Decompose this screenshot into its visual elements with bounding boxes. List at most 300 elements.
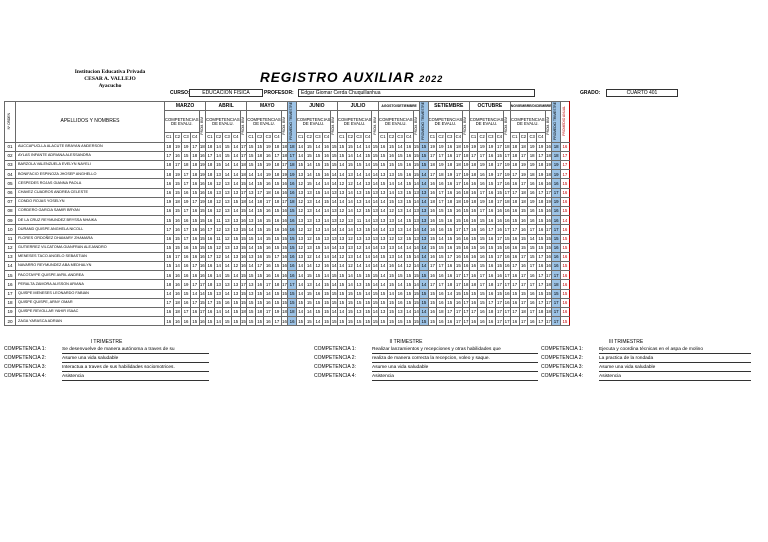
competencias-header: COMPETENCIAS DE EVALU. bbox=[510, 111, 545, 133]
grade-cell: 15 bbox=[223, 271, 232, 280]
grade-cell: 14 bbox=[322, 252, 331, 261]
prom-bim-cell: 16 bbox=[199, 262, 206, 271]
grade-cell: 15 bbox=[363, 188, 372, 197]
c-header: C2 bbox=[519, 133, 528, 142]
prom-bim-cell: 15 bbox=[240, 289, 247, 298]
grade-cell: 15 bbox=[445, 225, 454, 234]
grade-cell: 17 bbox=[510, 188, 519, 197]
prom-bim-cell: 18 bbox=[463, 151, 470, 160]
trimester-prom-cell: 18 bbox=[288, 142, 297, 151]
grade-cell: 14 bbox=[223, 289, 232, 298]
grade-cell: 13 bbox=[379, 234, 388, 243]
grade-cell: 18 bbox=[487, 197, 496, 206]
grade-cell: 13 bbox=[322, 234, 331, 243]
grade-cell: 16 bbox=[264, 298, 273, 307]
trimester-prom-cell: 19 bbox=[552, 197, 561, 206]
grade-cell: 14 bbox=[322, 271, 331, 280]
prom-bim-cell: 13 bbox=[413, 206, 420, 215]
annual-prom-cell: 15 bbox=[560, 289, 569, 298]
grade-cell: 16 bbox=[182, 188, 191, 197]
grade-cell: 19 bbox=[437, 161, 446, 170]
grade-cell: 13 bbox=[223, 216, 232, 225]
grade-cell: 13 bbox=[355, 188, 364, 197]
grade-cell: 15 bbox=[404, 188, 413, 197]
grade-cell: 14 bbox=[355, 142, 364, 151]
grade-cell: 15 bbox=[296, 298, 305, 307]
grade-cell: 13 bbox=[314, 225, 323, 234]
grade-cell: 15 bbox=[296, 317, 305, 326]
grade-cell: 14 bbox=[322, 206, 331, 215]
grade-cell: 17 bbox=[273, 151, 282, 160]
prom-bim-cell: 14 bbox=[372, 308, 379, 317]
grade-cell: 18 bbox=[165, 142, 174, 151]
grade-cell: 17 bbox=[528, 262, 537, 271]
grade-cell: 15 bbox=[255, 179, 264, 188]
grade-cell: 16 bbox=[437, 225, 446, 234]
grade-cell: 14 bbox=[247, 225, 256, 234]
grade-cell: 16 bbox=[173, 271, 182, 280]
grade-cell: 13 bbox=[396, 206, 405, 215]
grade-cell: 16 bbox=[528, 298, 537, 307]
grade-cell: 17 bbox=[454, 308, 463, 317]
prom-bim-cell: 15 bbox=[413, 170, 420, 179]
prom-bim-cell: 15 bbox=[240, 206, 247, 215]
prom-bim-cell: 16 bbox=[463, 234, 470, 243]
grade-cell: 15 bbox=[396, 161, 405, 170]
prom-bim-header bbox=[281, 111, 288, 142]
prom-bim-cell: 14 bbox=[413, 197, 420, 206]
grade-cell: 16 bbox=[445, 262, 454, 271]
grade-cell: 17 bbox=[428, 170, 437, 179]
prom-bim-cell: 17 bbox=[240, 188, 247, 197]
grade-cell: 17 bbox=[454, 179, 463, 188]
c-header: C1 bbox=[337, 133, 346, 142]
c-header: C1 bbox=[296, 133, 305, 142]
grade-cell: 17 bbox=[182, 225, 191, 234]
competencia-label: COMPETENCIA 1: bbox=[314, 346, 356, 352]
grade-cell: 15 bbox=[478, 289, 487, 298]
prom-bim-cell: 16 bbox=[504, 206, 511, 215]
grade-cell: 15 bbox=[495, 243, 504, 252]
prom-bim-cell: 13 bbox=[372, 234, 379, 243]
trimester-prom-cell: 14 bbox=[420, 170, 429, 179]
grade-cell: 14 bbox=[255, 234, 264, 243]
grade-cell: 14 bbox=[296, 280, 305, 289]
c-header: C2 bbox=[214, 133, 223, 142]
grade-cell: 17 bbox=[536, 252, 545, 261]
grade-cell: 14 bbox=[346, 188, 355, 197]
grade-cell: 16 bbox=[165, 206, 174, 215]
prom-bim-cell: 17 bbox=[504, 271, 511, 280]
trimester-prom-header bbox=[552, 102, 561, 143]
grade-cell: 18 bbox=[536, 161, 545, 170]
grade-cell: 14 bbox=[363, 252, 372, 261]
grade-cell: 15 bbox=[404, 179, 413, 188]
competencia-text: Interactua a traves de sus habilidades sociomotrices. bbox=[62, 364, 209, 372]
grade-cell: 15 bbox=[182, 151, 191, 160]
grade-cell: 15 bbox=[487, 252, 496, 261]
trimester-title: II TRIMESTRE bbox=[389, 339, 423, 345]
prom-bim-cell: 15 bbox=[331, 298, 338, 307]
grade-cell: 12 bbox=[346, 262, 355, 271]
grade-cell: 15 bbox=[223, 142, 232, 151]
grade-cell: 19 bbox=[528, 142, 537, 151]
grade-cell: 18 bbox=[519, 308, 528, 317]
grade-cell: 16 bbox=[165, 308, 174, 317]
competencia-label: COMPETENCIA 4: bbox=[541, 373, 583, 379]
grade-cell: 17 bbox=[528, 308, 537, 317]
prom-bim-cell: 16 bbox=[281, 317, 288, 326]
competencias-header: COMPETENCIAS DE EVALU. bbox=[296, 111, 331, 133]
prom-bim-cell: 16 bbox=[463, 243, 470, 252]
student-name: QUISPE REVOLLAR YAHIR ISAAC bbox=[16, 308, 165, 317]
trimester-prom-cell: 16 bbox=[288, 216, 297, 225]
grade-cell: 15 bbox=[190, 317, 199, 326]
grade-cell: 15 bbox=[355, 317, 364, 326]
grade-cell: 14 bbox=[314, 280, 323, 289]
month-header: MARZO bbox=[165, 102, 206, 111]
grade-cell: 16 bbox=[404, 170, 413, 179]
prom-bim-cell: 19 bbox=[199, 170, 206, 179]
grade-cell: 16 bbox=[428, 188, 437, 197]
grade-cell: 14 bbox=[264, 289, 273, 298]
grade-cell: 14 bbox=[396, 142, 405, 151]
grade-cell: 15 bbox=[379, 252, 388, 261]
prom-bim-header bbox=[504, 111, 511, 142]
table-row bbox=[5, 197, 570, 206]
table-row bbox=[5, 252, 570, 261]
grade-cell: 17 bbox=[190, 280, 199, 289]
grade-cell: 15 bbox=[379, 298, 388, 307]
grade-cell: 15 bbox=[273, 243, 282, 252]
trimester-prom-cell: 19 bbox=[552, 170, 561, 179]
prom-bim-cell: 18 bbox=[504, 142, 511, 151]
grade-cell: 16 bbox=[264, 151, 273, 160]
prom-bim-cell: 17 bbox=[240, 280, 247, 289]
grade-cell: 13 bbox=[396, 225, 405, 234]
grade-cell: 14 bbox=[214, 142, 223, 151]
grade-cell: 17 bbox=[478, 206, 487, 215]
row-number: 19 bbox=[5, 308, 16, 317]
grade-cell: 15 bbox=[437, 243, 446, 252]
grade-cell: 13 bbox=[231, 252, 240, 261]
prom-bim-cell: 13 bbox=[413, 234, 420, 243]
prom-bim-cell: 18 bbox=[240, 161, 247, 170]
grade-cell: 15 bbox=[387, 161, 396, 170]
grade-cell: 15 bbox=[404, 252, 413, 261]
grade-cell: 14 bbox=[314, 317, 323, 326]
grade-cell: 14 bbox=[214, 271, 223, 280]
grade-cell: 15 bbox=[519, 234, 528, 243]
grade-cell: 18 bbox=[273, 142, 282, 151]
grade-cell: 18 bbox=[519, 188, 528, 197]
prom-bim-cell: 19 bbox=[504, 161, 511, 170]
grade-cell: 17 bbox=[454, 225, 463, 234]
prom-bim-cell: 18 bbox=[545, 280, 552, 289]
grade-cell: 12 bbox=[296, 206, 305, 215]
table-row bbox=[5, 234, 570, 243]
annual-prom-cell: 15 bbox=[560, 179, 569, 188]
grade-cell: 14 bbox=[363, 197, 372, 206]
grade-cell: 14 bbox=[404, 206, 413, 215]
grade-cell: 18 bbox=[445, 280, 454, 289]
grade-cell: 16 bbox=[182, 271, 191, 280]
grade-cell: 17 bbox=[454, 271, 463, 280]
grade-cell: 19 bbox=[478, 161, 487, 170]
grade-cell: 12 bbox=[214, 252, 223, 261]
grade-cell: 14 bbox=[404, 225, 413, 234]
prom-bim-cell: 18 bbox=[199, 142, 206, 151]
row-number: 09 bbox=[5, 216, 16, 225]
grade-cell: 14 bbox=[445, 289, 454, 298]
grade-cell: 13 bbox=[346, 170, 355, 179]
grade-cell: 16 bbox=[445, 317, 454, 326]
grade-cell: 16 bbox=[528, 188, 537, 197]
prom-bim-cell: 14 bbox=[372, 243, 379, 252]
grade-cell: 14 bbox=[363, 170, 372, 179]
prom-bim-cell: 15 bbox=[240, 243, 247, 252]
grade-cell: 15 bbox=[214, 161, 223, 170]
grade-cell: 16 bbox=[478, 170, 487, 179]
prom-bim-cell: 14 bbox=[413, 243, 420, 252]
grade-cell: 14 bbox=[387, 289, 396, 298]
prom-bim-cell: 14 bbox=[331, 197, 338, 206]
prom-bim-cell: 16 bbox=[504, 252, 511, 261]
prom-bim-cell: 19 bbox=[199, 161, 206, 170]
grade-cell: 17 bbox=[182, 179, 191, 188]
prom-bim-cell: 17 bbox=[281, 197, 288, 206]
row-number: 15 bbox=[5, 271, 16, 280]
grade-cell: 18 bbox=[454, 161, 463, 170]
grade-cell: 16 bbox=[469, 271, 478, 280]
prom-bim-cell: 19 bbox=[463, 161, 470, 170]
grade-cell: 13 bbox=[231, 188, 240, 197]
prom-bim-cell: 16 bbox=[199, 151, 206, 160]
prom-bim-cell: 16 bbox=[545, 216, 552, 225]
student-name: GUTIERREZ VILCATOMA GIANFRAN ALEJANDRO bbox=[16, 243, 165, 252]
grade-cell: 15 bbox=[255, 243, 264, 252]
prom-bim-cell: 15 bbox=[281, 298, 288, 307]
grade-cell: 16 bbox=[445, 271, 454, 280]
grade-cell: 16 bbox=[437, 271, 446, 280]
grade-cell: 17 bbox=[173, 252, 182, 261]
school-line-2: CESAR A. VALLEJO bbox=[84, 76, 136, 82]
c-header: C4 bbox=[190, 133, 199, 142]
trimester-prom-cell: 14 bbox=[420, 308, 429, 317]
grade-cell: 13 bbox=[223, 243, 232, 252]
prom-bim-cell: 16 bbox=[199, 188, 206, 197]
c-header: C2 bbox=[437, 133, 446, 142]
student-name: FLORES ORDOÑEZ DHAMARY ZHAMARA bbox=[16, 234, 165, 243]
prom-bim-text: PROM. BIM bbox=[504, 116, 509, 135]
trimester-prom-cell: 16 bbox=[288, 271, 297, 280]
grade-cell: 15 bbox=[396, 271, 405, 280]
prom-bim-cell: 14 bbox=[331, 243, 338, 252]
prom-bim-cell: 14 bbox=[413, 308, 420, 317]
grade-cell: 18 bbox=[273, 170, 282, 179]
grade-cell: 15 bbox=[363, 298, 372, 307]
grade-cell: 13 bbox=[346, 243, 355, 252]
c-header: C1 bbox=[379, 133, 388, 142]
prom-bim-cell: 18 bbox=[545, 151, 552, 160]
grade-cell: 19 bbox=[437, 142, 446, 151]
prom-bim-cell: 16 bbox=[199, 271, 206, 280]
grade-cell: 16 bbox=[510, 234, 519, 243]
prom-bim-cell: 14 bbox=[372, 225, 379, 234]
row-number: 16 bbox=[5, 280, 16, 289]
row-number: 04 bbox=[5, 170, 16, 179]
grade-cell: 16 bbox=[445, 179, 454, 188]
grade-cell: 16 bbox=[190, 206, 199, 215]
trimester-prom-cell: 14 bbox=[420, 197, 429, 206]
row-number: 02 bbox=[5, 151, 16, 160]
grade-cell: 16 bbox=[469, 179, 478, 188]
prom-bim-cell: 18 bbox=[463, 188, 470, 197]
trimester-prom-cell: 18 bbox=[288, 197, 297, 206]
grade-cell: 15 bbox=[536, 289, 545, 298]
c-header: C2 bbox=[346, 133, 355, 142]
grade-cell: 16 bbox=[487, 317, 496, 326]
grade-cell: 18 bbox=[255, 197, 264, 206]
month-header: AGOSTO/SETIEMBRE bbox=[379, 102, 420, 111]
trimester-prom-cell: 15 bbox=[420, 271, 429, 280]
grade-cell: 12 bbox=[214, 206, 223, 215]
grade-cell: 15 bbox=[314, 161, 323, 170]
c-header: C4 bbox=[536, 133, 545, 142]
grade-cell: 17 bbox=[206, 298, 215, 307]
grade-cell: 16 bbox=[206, 262, 215, 271]
prom-bim-cell: 14 bbox=[331, 280, 338, 289]
grade-cell: 15 bbox=[322, 308, 331, 317]
grade-cell: 13 bbox=[296, 234, 305, 243]
grade-cell: 15 bbox=[255, 289, 264, 298]
grade-cell: 15 bbox=[322, 280, 331, 289]
competencia-text: Asume una vida saludable bbox=[372, 364, 538, 372]
trimester-prom-cell: 15 bbox=[420, 289, 429, 298]
grade-cell: 13 bbox=[337, 243, 346, 252]
grade-cell: 17 bbox=[495, 170, 504, 179]
prom-bim-cell: 14 bbox=[331, 262, 338, 271]
grade-cell: 14 bbox=[255, 170, 264, 179]
grade-cell: 13 bbox=[305, 243, 314, 252]
c-header: C4 bbox=[322, 133, 331, 142]
c-header: C4 bbox=[454, 133, 463, 142]
grade-cell: 16 bbox=[469, 317, 478, 326]
prom-bim-cell: 19 bbox=[504, 170, 511, 179]
grade-cell: 14 bbox=[231, 271, 240, 280]
grade-cell: 16 bbox=[273, 225, 282, 234]
grade-cell: 15 bbox=[314, 170, 323, 179]
competencias-header: COMPETENCIAS DE EVALU. bbox=[469, 111, 504, 133]
prom-bim-text: PROM. BIM bbox=[281, 116, 286, 135]
grade-cell: 14 bbox=[223, 170, 232, 179]
grade-cell: 13 bbox=[305, 188, 314, 197]
prom-bim-cell: 16 bbox=[545, 252, 552, 261]
row-number: 20 bbox=[5, 317, 16, 326]
trimester-prom-cell: 18 bbox=[552, 142, 561, 151]
table-row bbox=[5, 262, 570, 271]
grade-cell: 15 bbox=[510, 289, 519, 298]
trimester-prom-cell: 13 bbox=[420, 234, 429, 243]
prom-bim-cell: 16 bbox=[545, 179, 552, 188]
prom-bim-cell: 15 bbox=[372, 142, 379, 151]
grade-cell: 15 bbox=[231, 317, 240, 326]
c-header: C3 bbox=[223, 133, 232, 142]
grade-cell: 17 bbox=[478, 188, 487, 197]
table-row bbox=[5, 161, 570, 170]
competencia-text: La practica de la rondada bbox=[599, 355, 751, 363]
grade-cell: 15 bbox=[255, 206, 264, 215]
trimester-prom-cell: 15 bbox=[552, 289, 561, 298]
grade-cell: 13 bbox=[214, 289, 223, 298]
row-number: 01 bbox=[5, 142, 16, 151]
prom-bim-cell: 16 bbox=[199, 252, 206, 261]
grade-cell: 15 bbox=[428, 289, 437, 298]
competencia-text: Asistencia bbox=[599, 373, 751, 381]
grade-cell: 15 bbox=[387, 298, 396, 307]
prom-bim-cell: 14 bbox=[413, 280, 420, 289]
prom-bim-cell: 15 bbox=[199, 216, 206, 225]
annual-prom-cell: 15 bbox=[560, 234, 569, 243]
grade-cell: 17 bbox=[528, 225, 537, 234]
grade-cell: 15 bbox=[478, 216, 487, 225]
grade-cell: 14 bbox=[322, 179, 331, 188]
grade-cell: 15 bbox=[495, 151, 504, 160]
grade-cell: 14 bbox=[396, 216, 405, 225]
grade-cell: 16 bbox=[510, 179, 519, 188]
prom-bim-cell: 16 bbox=[240, 216, 247, 225]
grade-cell: 15 bbox=[273, 234, 282, 243]
prom-bim-header bbox=[331, 111, 338, 142]
grade-cell: 18 bbox=[173, 197, 182, 206]
trimester-prom-cell: 16 bbox=[288, 188, 297, 197]
student-name: ZAGA YARASCA ADRIAN bbox=[16, 317, 165, 326]
prom-bim-cell: 14 bbox=[372, 262, 379, 271]
grade-cell: 18 bbox=[206, 142, 215, 151]
grade-cell: 17 bbox=[519, 252, 528, 261]
grade-cell: 13 bbox=[355, 197, 364, 206]
month-header: OCTUBRE bbox=[469, 102, 510, 111]
profesor-label: PROFESOR: bbox=[264, 90, 294, 96]
prom-bim-text: PROM. BIM bbox=[331, 116, 336, 135]
grade-cell: 15 bbox=[379, 317, 388, 326]
grade-cell: 17 bbox=[182, 234, 191, 243]
prom-bim-header bbox=[463, 111, 470, 142]
prom-bim-cell: 14 bbox=[331, 252, 338, 261]
competencia-text: Asistencia bbox=[62, 373, 209, 381]
grade-cell: 18 bbox=[454, 197, 463, 206]
grade-cell: 16 bbox=[404, 151, 413, 160]
grade-cell: 15 bbox=[387, 271, 396, 280]
prom-bim-cell: 17 bbox=[504, 317, 511, 326]
grade-cell: 16 bbox=[264, 243, 273, 252]
grade-cell: 16 bbox=[190, 234, 199, 243]
grade-cell: 16 bbox=[255, 280, 264, 289]
prom-bim-cell: 18 bbox=[463, 280, 470, 289]
c-header: C1 bbox=[165, 133, 174, 142]
grade-cell: 15 bbox=[206, 317, 215, 326]
grade-cell: 17 bbox=[255, 262, 264, 271]
grade-cell: 15 bbox=[247, 142, 256, 151]
grade-cell: 13 bbox=[379, 188, 388, 197]
month-header: JULIO bbox=[337, 102, 378, 111]
grade-cell: 19 bbox=[519, 170, 528, 179]
grade-cell: 16 bbox=[206, 179, 215, 188]
grade-cell: 14 bbox=[528, 234, 537, 243]
grade-cell: 16 bbox=[528, 271, 537, 280]
grade-cell: 11 bbox=[214, 216, 223, 225]
student-name: PACOTAYPE QUISPE AVRIL ANDREA bbox=[16, 271, 165, 280]
